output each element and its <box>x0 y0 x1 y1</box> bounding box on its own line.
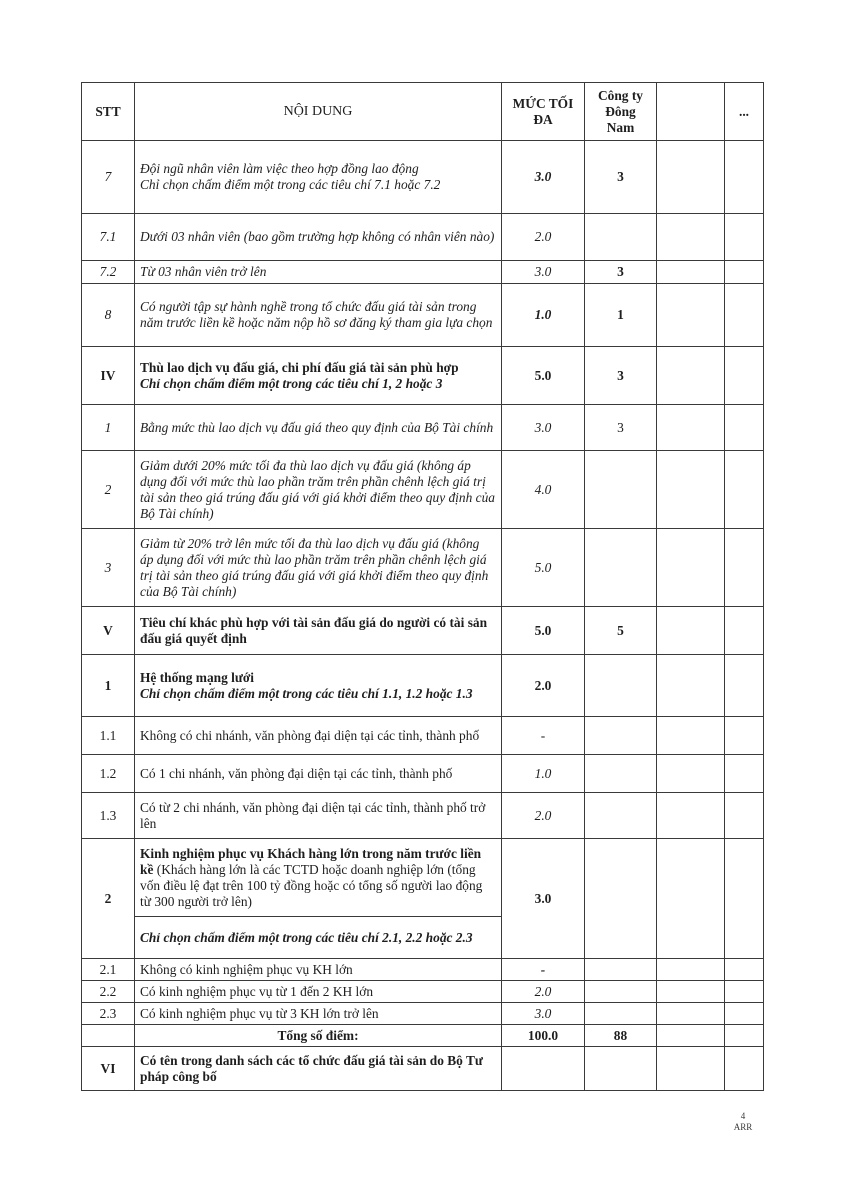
row-col6 <box>725 529 764 607</box>
table-row <box>82 141 764 214</box>
row-score: 3 <box>585 141 657 214</box>
row-score <box>585 959 657 981</box>
table-row <box>82 214 764 261</box>
row-col6 <box>725 981 764 1003</box>
row-score <box>585 793 657 839</box>
row-max: - <box>502 959 585 981</box>
row-content: Không có kinh nghiệm phục vụ KH lớn <box>135 959 502 981</box>
row-col5 <box>657 655 725 717</box>
table-row <box>82 1047 764 1091</box>
row-max: 5.0 <box>502 529 585 607</box>
row-content: Có từ 2 chi nhánh, văn phòng đại diện tại các tỉnh, thành phố trở lên <box>135 793 502 839</box>
row-stt: 7.1 <box>82 214 135 261</box>
table-row <box>82 405 764 451</box>
row-col5 <box>657 284 725 347</box>
row-col6 <box>725 755 764 793</box>
table-row <box>82 755 764 793</box>
row-score: 3 <box>585 261 657 284</box>
row-content: Dưới 03 nhân viên (bao gồm trường hợp không có nhân viên nào) <box>135 214 502 261</box>
row-content: Có người tập sự hành nghề trong tổ chức đấu giá tài sản trong năm trước liền kề hoặc năm nộp hồ sơ đăng ký tham gia lựa chọn <box>135 284 502 347</box>
row-max: 3.0 <box>502 405 585 451</box>
row-col6 <box>725 1047 764 1091</box>
row-stt: 2.3 <box>82 1003 135 1025</box>
row-score <box>585 839 657 959</box>
row-content <box>135 347 502 405</box>
table-row <box>82 607 764 655</box>
row-col5 <box>657 717 725 755</box>
row-content: Giảm từ 20% trở lên mức tối đa thù lao dịch vụ đấu giá (không áp dụng đối với mức thù lao phần trăm trên phần chênh lệch giá trị tài sản theo giá trúng đấu giá với giá khởi điểm theo quy định của Bộ Tài chính) <box>135 529 502 607</box>
row-stt: 8 <box>82 284 135 347</box>
row-max: 2.0 <box>502 793 585 839</box>
row-score: 1 <box>585 284 657 347</box>
row-max: 2.0 <box>502 655 585 717</box>
row-score <box>585 1003 657 1025</box>
row-max: 3.0 <box>502 141 585 214</box>
row-max <box>502 1047 585 1091</box>
row-stt: 1.1 <box>82 717 135 755</box>
row-score <box>585 717 657 755</box>
row-score <box>585 981 657 1003</box>
row-col6 <box>725 141 764 214</box>
table-row <box>82 981 764 1003</box>
row-max: 5.0 <box>502 347 585 405</box>
row-instruction: Chỉ chọn chấm điểm một trong các tiêu chí 1, 2 hoặc 3 <box>140 375 443 391</box>
row-col6 <box>725 655 764 717</box>
row-stt: 3 <box>82 529 135 607</box>
row-score: 5 <box>585 607 657 655</box>
table-header-row <box>82 83 764 141</box>
row-col5 <box>657 607 725 655</box>
row-col6 <box>725 214 764 261</box>
row-instruction: Chỉ chọn chấm điểm một trong các tiêu chí 7.1 hoặc 7.2 <box>140 177 441 192</box>
table-row <box>82 959 764 981</box>
row-instruction: Chỉ chọn chấm điểm một trong các tiêu chí 1.1, 1.2 hoặc 1.3 <box>140 685 473 701</box>
total-label: Tổng số điểm: <box>135 1025 502 1047</box>
row-text: Đội ngũ nhân viên làm việc theo hợp đồng lao động <box>140 161 419 176</box>
row-content: Có kinh nghiệm phục vụ từ 3 KH lớn trở lên <box>135 1003 502 1025</box>
row-col6 <box>725 1003 764 1025</box>
row-col5 <box>657 529 725 607</box>
row-stt: 1 <box>82 655 135 717</box>
header-col5 <box>657 83 725 141</box>
total-score: 88 <box>585 1025 657 1047</box>
scoring-table <box>81 82 764 1091</box>
row-col5 <box>657 793 725 839</box>
row-score <box>585 1047 657 1091</box>
row-max: 3.0 <box>502 261 585 284</box>
row-col6 <box>725 1025 764 1047</box>
row-col6 <box>725 284 764 347</box>
row-col5 <box>657 981 725 1003</box>
row-col5 <box>657 347 725 405</box>
row-stt: V <box>82 607 135 655</box>
row-content: Bằng mức thù lao dịch vụ đấu giá theo quy định của Bộ Tài chính <box>135 405 502 451</box>
row-col5 <box>657 1025 725 1047</box>
row-col5 <box>657 959 725 981</box>
row-max: 1.0 <box>502 284 585 347</box>
row-text: Hệ thống mạng lưới <box>140 669 255 685</box>
row-col6 <box>725 959 764 981</box>
row-content: Từ 03 nhân viên trở lên <box>135 261 502 284</box>
row-stt: 1.2 <box>82 755 135 793</box>
table-row <box>82 655 764 717</box>
row-instruction: Chỉ chọn chấm điểm một trong các tiêu chí 2.1, 2.2 hoặc 2.3 <box>135 917 502 959</box>
row-col5 <box>657 214 725 261</box>
row-col6 <box>725 717 764 755</box>
table-row <box>82 261 764 284</box>
row-stt: 2.2 <box>82 981 135 1003</box>
row-col5 <box>657 1047 725 1091</box>
row-content: Có 1 chi nhánh, văn phòng đại diện tại các tỉnh, thành phố <box>135 755 502 793</box>
row-text-bold: Kinh nghiệm phục vụ Khách hàng lớn trong năm trước liền kề <box>140 845 482 877</box>
table-row <box>82 347 764 405</box>
header-company: Công ty Đông Nam <box>585 83 657 141</box>
table-row <box>82 1003 764 1025</box>
row-score <box>585 755 657 793</box>
row-content: Không có chi nhánh, văn phòng đại diện tại các tỉnh, thành phố <box>135 717 502 755</box>
row-max: 3.0 <box>502 839 585 959</box>
row-col5 <box>657 261 725 284</box>
header-max-score: MỨC TỐI ĐA <box>502 83 585 141</box>
row-content <box>135 141 502 214</box>
row-stt: IV <box>82 347 135 405</box>
row-score <box>585 529 657 607</box>
row-col6 <box>725 607 764 655</box>
row-content: Có kinh nghiệm phục vụ từ 1 đến 2 KH lớn <box>135 981 502 1003</box>
row-col6 <box>725 261 764 284</box>
row-stt: 7 <box>82 141 135 214</box>
row-col5 <box>657 451 725 529</box>
row-stt: 2.1 <box>82 959 135 981</box>
table-row <box>82 839 764 917</box>
row-col6 <box>725 451 764 529</box>
row-col5 <box>657 755 725 793</box>
row-col6 <box>725 347 764 405</box>
row-content: Có tên trong danh sách các tổ chức đấu giá tài sản do Bộ Tư pháp công bố <box>135 1047 502 1091</box>
row-col6 <box>725 839 764 959</box>
row-stt: 2 <box>82 839 135 959</box>
row-stt: VI <box>82 1047 135 1091</box>
table-row <box>82 717 764 755</box>
row-max: 3.0 <box>502 1003 585 1025</box>
row-col5 <box>657 141 725 214</box>
row-score: 3 <box>585 405 657 451</box>
row-col5 <box>657 1003 725 1025</box>
row-score: 3 <box>585 347 657 405</box>
header-col6: ... <box>725 83 764 141</box>
row-max: 2.0 <box>502 214 585 261</box>
page-number: 4 <box>740 1111 746 1121</box>
table-row <box>82 451 764 529</box>
row-col5 <box>657 839 725 959</box>
table-row <box>82 284 764 347</box>
row-stt: 1.3 <box>82 793 135 839</box>
row-max: 5.0 <box>502 607 585 655</box>
row-content <box>135 839 502 917</box>
row-max: 1.0 <box>502 755 585 793</box>
footer-initials: ARR <box>733 1122 753 1132</box>
row-max: 2.0 <box>502 981 585 1003</box>
row-text: Thù lao dịch vụ đấu giá, chi phí đấu giá tài sản phù hợp <box>140 359 459 375</box>
table-row <box>82 793 764 839</box>
total-stt <box>82 1025 135 1047</box>
row-stt: 2 <box>82 451 135 529</box>
row-score <box>585 655 657 717</box>
row-text: (Khách hàng lớn là các TCTD hoặc doanh nghiệp lớn (tổng vốn điều lệ đạt trên 100 tỷ đồng hoặc có tổng số người lao động từ 300 người trở lên) <box>140 861 483 909</box>
row-stt: 1 <box>82 405 135 451</box>
row-stt: 7.2 <box>82 261 135 284</box>
row-max: - <box>502 717 585 755</box>
total-row <box>82 1025 764 1047</box>
row-content: Giảm dưới 20% mức tối đa thù lao dịch vụ đấu giá (không áp dụng đối với mức thù lao phần trăm trên phần chênh lệch giá trị tài sản theo giá trúng đấu giá với giá khởi điểm theo quy định của Bộ Tài chính) <box>135 451 502 529</box>
row-col6 <box>725 793 764 839</box>
row-col6 <box>725 405 764 451</box>
header-content: NỘI DUNG <box>135 83 502 141</box>
row-score <box>585 214 657 261</box>
row-content: Tiêu chí khác phù hợp với tài sản đấu giá do người có tài sản đấu giá quyết định <box>135 607 502 655</box>
row-max: 4.0 <box>502 451 585 529</box>
page-footer <box>728 1111 758 1133</box>
header-stt: STT <box>82 83 135 141</box>
table-row <box>82 529 764 607</box>
row-score <box>585 451 657 529</box>
total-max: 100.0 <box>502 1025 585 1047</box>
row-col5 <box>657 405 725 451</box>
row-content <box>135 655 502 717</box>
